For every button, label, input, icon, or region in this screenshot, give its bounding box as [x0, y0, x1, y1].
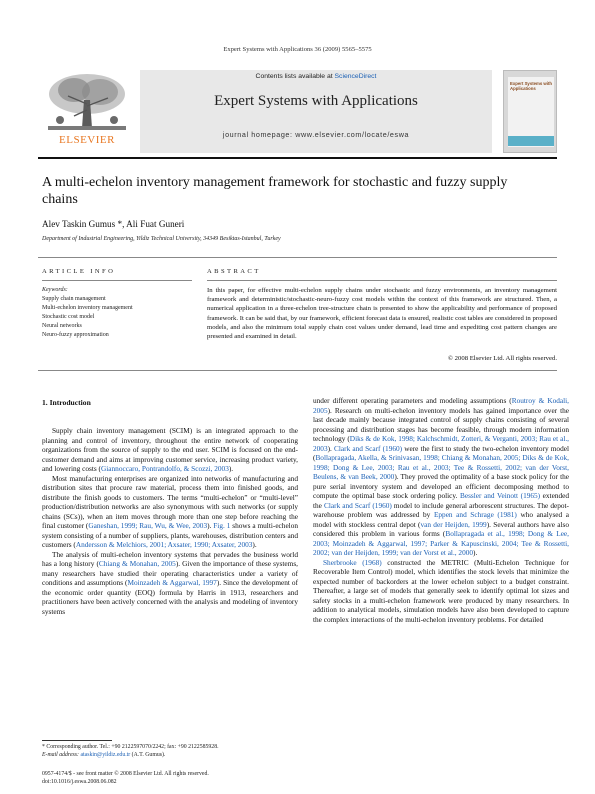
- cover-bar: [508, 136, 554, 146]
- keyword-item: Stochastic cost model: [42, 314, 95, 320]
- body-text: extended the: [313, 491, 570, 510]
- citation-link[interactable]: Routroy & Kodali, 2005: [313, 396, 569, 415]
- citation-link[interactable]: Andersson & Melchiors, 2001; Axsater, 1990; Axsater, 2003: [75, 540, 253, 549]
- citation-link[interactable]: Bessler and Veinott (1965): [459, 491, 541, 500]
- citation-link[interactable]: Sherbrooke (1968): [323, 557, 382, 567]
- citation-link[interactable]: Clark and Scarf (1960): [334, 443, 403, 453]
- article-authors: Alev Taskin Gumus *, Ali Fuat Guneri: [42, 219, 185, 229]
- footnote-email-suffix: (A.T. Gumus).: [130, 752, 166, 758]
- running-head: Expert Systems with Applications 36 (2009) 5565–5575: [223, 46, 372, 53]
- body-text: ). Since the development of the economic order quantity (EOQ) formula by Harris in 1913, researchers and practitioners have been actively concerned with the analysis and modeling of inventory systems: [42, 578, 298, 616]
- citation-link[interactable]: Bollapragada et al., 1998; Dong & Lee, 2003; Moinzadeh & Aggarwal, 1997; Parker & Kapuscinski, 2004; Tee & Rossetti, 2002; van der Heijden, 1999; van der Vorst et al., 2000: [313, 529, 569, 557]
- body-text: under different operating parameters and modeling assumptions (: [313, 396, 512, 405]
- title-rule: [38, 257, 557, 258]
- contents-prefix: Contents lists available at: [255, 73, 335, 80]
- body-text: ). They proved the optimality of a base stock policy for the pure serial inventory system and developed an efficient decomposing method to compute the optimal base stock ordering policy.: [313, 472, 569, 500]
- citation-link[interactable]: Diks & de Kok, 1998; Kalchschmidt, Zotteri, & Verganti, 2003; Rau et al., 2003: [313, 434, 569, 453]
- sciencedirect-link[interactable]: ScienceDirect: [334, 73, 377, 80]
- body-paragraph: [42, 550, 298, 617]
- publisher-name: ELSEVIER: [59, 134, 115, 146]
- body-text: who analysed a model with stockless central depot (: [313, 510, 570, 529]
- citation-link[interactable]: Eppen and Schrage (1981): [433, 510, 517, 519]
- journal-cover-thumbnail-icon: [503, 70, 557, 153]
- citation-link[interactable]: van der Heijden, 1999: [420, 519, 487, 529]
- body-paragraph: [42, 426, 298, 474]
- article-title: A multi-echelon inventory management framework for stochastic and fuzzy supply chains: [42, 175, 508, 207]
- keyword-item: Neural networks: [42, 323, 82, 329]
- keyword-item: Multi-echelon inventory management: [42, 305, 133, 311]
- body-text: Most manufacturing enterprises are organized into networks of manufacturing and distribution sites that procure raw material, process them into finished goods, and distribute the finish goods to customers. The terms “multi-echelon” or “multi-level” production/distribution networks are also synonymous with such networks (or supply chains (SCs)), when an item moves through more than one step before reaching the final customer (: [42, 473, 298, 530]
- citation-link[interactable]: Moinzadeh & Aggarwal, 1997: [127, 578, 217, 587]
- body-text: were the first to study the two-echelon inventory model (: [313, 443, 569, 462]
- body-paragraph: [313, 396, 569, 558]
- citation-link[interactable]: Giannoccaro, Pontrandolfo, & Scozzi, 2003: [100, 464, 229, 473]
- cover-title: Expert Systems with Applications: [510, 81, 553, 91]
- abstract-text: In this paper, for effective multi-echelon supply chains under stochastic and fuzzy environments, an inventory management framework and deterministic/stochastic-neuro-fuzzy cost models within the context of this framework are structured. Then, a numerical application in a three-echelon tree-structure chain is presented to show the applicability and performance of proposed framework. It can be said that, by our framework, efficient forecast data is ensured, realistic cost tables are considered in proposed models, and also the minimum total supply chain cost values under demand, lead time and expediting cost pattern changes are presented and examined in detail.: [207, 287, 557, 341]
- bottom-info: [42, 770, 302, 786]
- citation-link[interactable]: Ganeshan, 1999; Rau, Wu, & Wee, 2003: [88, 521, 208, 530]
- abstract-rule: [207, 280, 557, 281]
- body-text: ). Several authors have also considered this problem in various forms (: [313, 519, 570, 538]
- journal-homepage-link[interactable]: journal homepage: www.elsevier.com/locate/eswa: [222, 130, 410, 139]
- citation-link[interactable]: Chiang & Monahan, 2005: [98, 559, 176, 568]
- body-text: constructed the METRIC (Multi-Echelon Technique for Recoverable Item Control) model, which identifies the stock levels that minimize the expected number of backorders at the lower echelon subject to a budget constraint. Thereafter, a large set of models that generally seek to identify optimal lot sizes and safety stocks in a multi-echelon framework were produced by many researchers. In addition to analytical models, simulation models have also been developed to capture the complex interactions of the multi-echelon inventory problems. For detailed: [313, 557, 569, 624]
- footnote-corresponding-author: * Corresponding author. Tel.: +90 2122597070/2242; fax: +90 2122585928.: [42, 744, 219, 750]
- abstract-copyright: © 2008 Elsevier Ltd. All rights reserved.: [447, 355, 557, 362]
- abstract-heading: ABSTRACT: [207, 268, 261, 275]
- front-matter-line: 0957-4174/$ - see front matter © 2008 Elsevier Ltd. All rights reserved.: [42, 771, 209, 777]
- body-text: ). Research on multi-echelon inventory models has gained importance over the last decade mainly because integrated control of supply chains consisting of several processing and distribution stages has become feasible, through modern information technology (: [313, 405, 569, 443]
- citation-link[interactable]: Bollapragada, Akella, & Srinivasan, 1998; Chiang & Monahan, 2005; Diks & de Kok, 1998; Dong & Lee, 2003; Rau et al., 2003; Tee & Rossetti, 2002; van der Vorst, Beulens, & van Beek, 2000: [313, 453, 569, 481]
- footnote: [42, 743, 302, 759]
- header-rule: [38, 157, 557, 159]
- citation-link[interactable]: Fig. 1: [213, 521, 231, 530]
- body-text: model to include general arborescent structures. The depot-warehouse problem was addressed by: [313, 500, 569, 519]
- body-paragraph: [42, 474, 298, 550]
- body-column-right: [313, 396, 569, 624]
- abstract-rule-bottom: [38, 370, 557, 371]
- body-text: ).: [327, 443, 335, 453]
- keywords-list: [42, 295, 133, 340]
- journal-title: Expert Systems with Applications: [214, 93, 418, 109]
- body-text: ).: [207, 521, 214, 530]
- keywords-label: Keywords:: [42, 287, 68, 293]
- author-email-link[interactable]: ataskin@yildiz.edu.tr: [80, 752, 131, 758]
- citation-link[interactable]: Clark and Scarf (1960): [324, 500, 392, 510]
- footnote-email-label: E-mail address:: [42, 752, 81, 758]
- footnote-email-line: [42, 751, 302, 759]
- article-info-heading: ARTICLE INFO: [42, 268, 116, 275]
- body-text: shows a multi-echelon system consisting of a number of suppliers, plants, warehouses, distribution centers and customers (: [42, 521, 299, 549]
- body-column-left: [42, 426, 298, 616]
- article-affiliation: Department of Industrial Engineering, Yildiz Technical University, 34349 Besiktas-Istanbul, Turkey: [42, 236, 281, 242]
- body-text: ).: [252, 540, 257, 549]
- article-info-rule: [42, 280, 192, 281]
- keyword-item: Neuro-fuzzy approximation: [42, 332, 109, 338]
- body-text: ). Given the importance of these systems, many researchers have studied their operating characteristics under a variety of conditions and assumptions (: [42, 559, 298, 587]
- body-text: The analysis of multi-echelon inventory systems that pervades the business world has a long history (: [42, 549, 298, 568]
- keyword-item: Supply chain management: [42, 296, 106, 302]
- doi-line[interactable]: doi:10.1016/j.eswa.2008.06.082: [42, 779, 117, 785]
- body-text: ).: [228, 464, 234, 473]
- body-paragraph: [313, 558, 569, 625]
- body-text: ).: [473, 548, 478, 557]
- section-title-introduction: 1. Introduction: [42, 398, 91, 407]
- body-text: Supply chain inventory management (SCIM) is an integrated approach to the planning and control of inventory, throughout the entire network of cooperating organizations from the source of supply to the end user. SCIM is focused on the end-customer demand and aims at improving customer service, increasing product variety, and lowering costs (: [42, 426, 298, 473]
- footnote-rule: [42, 740, 112, 741]
- elsevier-tree-logo-icon: [38, 70, 136, 134]
- journal-header-box: [140, 70, 492, 153]
- contents-line: [140, 73, 492, 80]
